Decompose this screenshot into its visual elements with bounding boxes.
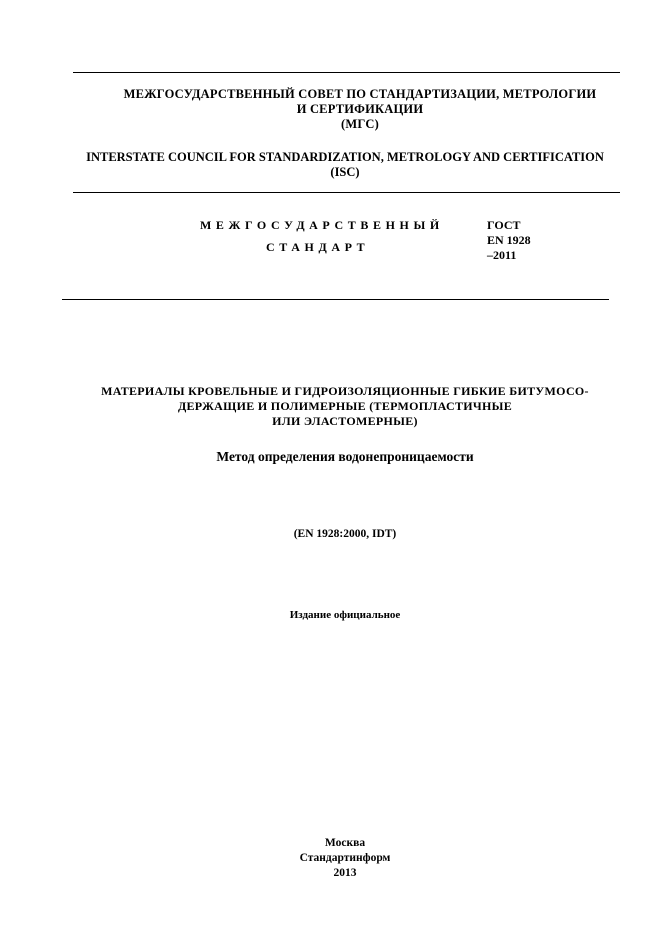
standard-number-line: EN 1928	[487, 233, 531, 247]
edition-label: Издание официальное	[289, 609, 401, 621]
identity-designation: (EN 1928:2000, IDT)	[293, 528, 397, 540]
council-abbrev-ru: (МГС)	[341, 117, 379, 131]
council-abbrev-en: (ISC)	[330, 165, 360, 179]
title-line: МАТЕРИАЛЫ КРОВЕЛЬНЫЕ И ГИДРОИЗОЛЯЦИОННЫЕ ГИБКИЕ БИТУМОСО-	[101, 384, 589, 398]
standard-kind-line2: СТАНДАРТ	[266, 240, 370, 254]
standard-number-line: –2011	[487, 248, 517, 262]
council-en-line: INTERSTATE COUNCIL FOR STANDARDIZATION, METROLOGY AND CERTIFICATION	[86, 150, 604, 164]
imprint-year: 2013	[333, 867, 357, 879]
imprint-city: Москва	[324, 837, 366, 849]
document-title	[60, 384, 630, 429]
title-line: ДЕРЖАЩИЕ И ПОЛИМЕРНЫЕ (ТЕРМОПЛАСТИЧНЫЕ	[177, 399, 513, 413]
title-line: ИЛИ ЭЛАСТОМЕРНЫЕ)	[272, 414, 418, 428]
top-rule	[73, 72, 620, 73]
imprint	[60, 836, 630, 881]
imprint-publisher: Стандартинформ	[299, 852, 391, 864]
council-ru-line: И СЕРТИФИКАЦИИ	[296, 102, 424, 116]
council-name-en	[40, 150, 650, 180]
standard-number-line: ГОСТ	[487, 218, 521, 232]
council-ru-line: МЕЖГОСУДАРСТВЕННЫЙ СОВЕТ ПО СТАНДАРТИЗАЦИИ, МЕТРОЛОГИИ	[123, 87, 597, 101]
standard-number	[487, 218, 531, 263]
header-bottom-rule	[73, 192, 620, 193]
document-subtitle: Метод определения водонепроницаемости	[216, 449, 474, 464]
standard-kind-line1: МЕЖГОСУДАРСТВЕННЫЙ	[200, 218, 444, 232]
council-name-ru	[60, 87, 660, 132]
designation-rule	[62, 299, 609, 300]
